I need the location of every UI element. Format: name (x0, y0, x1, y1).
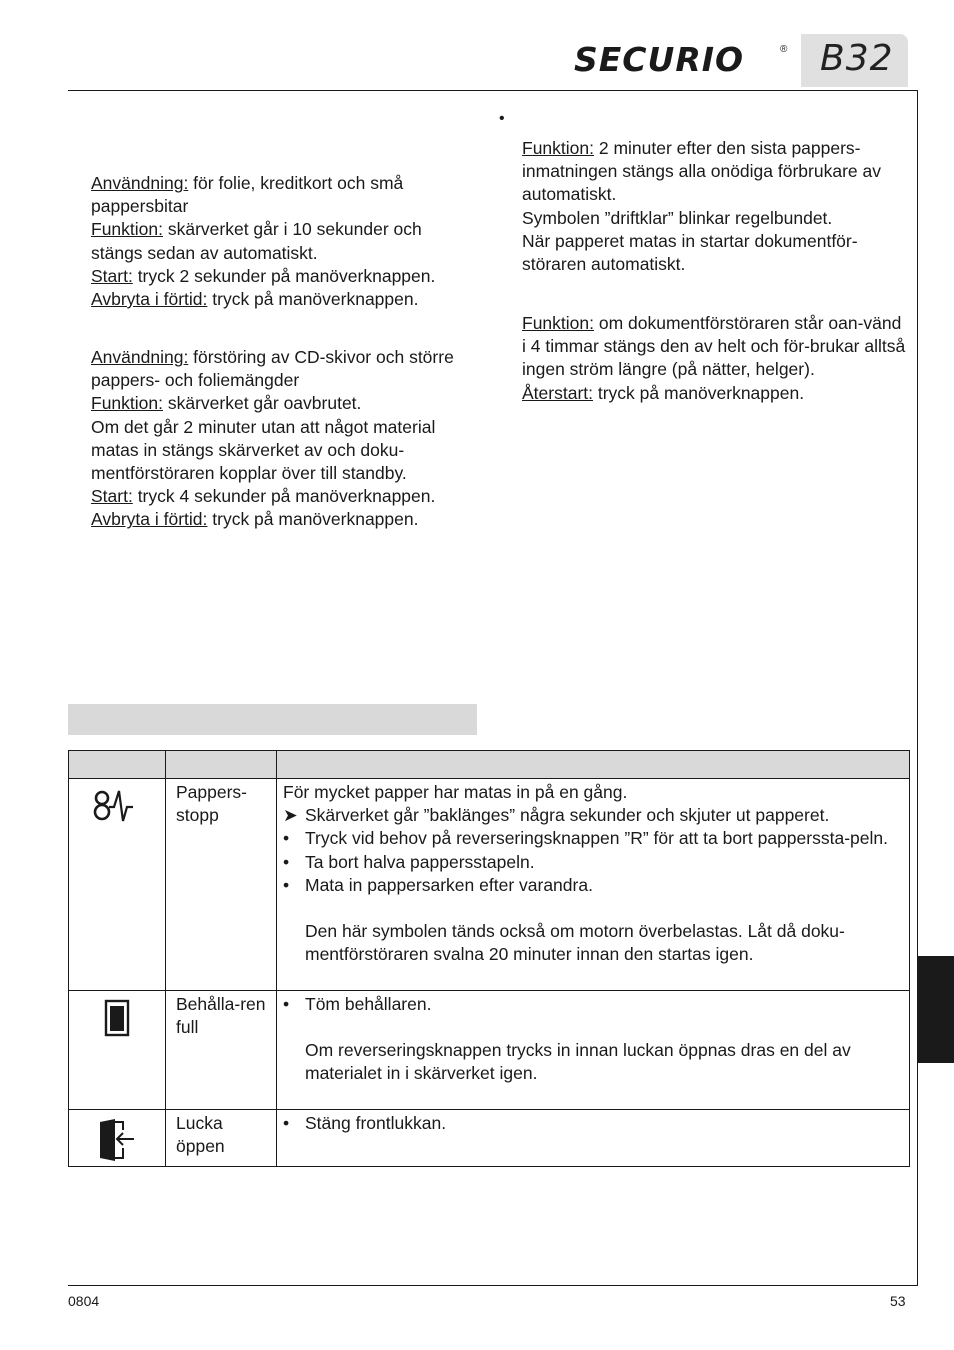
start-label: Start: (91, 265, 133, 286)
header-cell-symbol (69, 751, 166, 779)
list-item: • Tryck vid behov på reverseringsknappen ”R” för att ta bort papperssta-peln. (283, 827, 899, 850)
function-text: om dokumentförstöraren står oan-vänd i 4 timmar stängs den av helt och för-brukar alltså ingen ström längre (på nätter, helger). (522, 313, 906, 380)
function-text: skärverket går oavbrutet. (162, 393, 362, 414)
usage-label: Användning: (91, 347, 189, 367)
abort-text: tryck på manöverknappen. (207, 289, 419, 310)
function-label: Funktion: (522, 138, 594, 158)
status-name: Lucka öppen (166, 1110, 277, 1167)
list-item: • Stäng frontlukkan. (283, 1112, 899, 1135)
start-text: tryck 2 sekunder på manöverknappen. (132, 265, 436, 286)
page-number: 53 (890, 1293, 906, 1309)
status-name: Behålla-ren full (166, 990, 277, 1109)
list-item: • Töm behållaren. (283, 993, 899, 1016)
header-cell-action (277, 751, 910, 779)
mode-block-continuous (91, 346, 476, 532)
table-header-row (69, 751, 910, 779)
bin-full-icon (69, 991, 165, 1037)
usage-label: Användning: (91, 173, 189, 193)
right-rule (917, 90, 918, 1285)
restart-label: Återstart: (522, 382, 593, 403)
section-heading-bar (68, 704, 477, 735)
bullet: • (283, 993, 290, 1014)
model-name: B32 (820, 38, 894, 79)
arrow-icon: ➤ (283, 805, 298, 826)
status-lead: För mycket papper har matas in på en gång. (283, 782, 628, 802)
door-open-icon (69, 1110, 165, 1162)
ready-symbol-text: Symbolen ”driftklar” blinkar regelbundet. (522, 207, 833, 228)
chapter-tab (917, 956, 954, 1063)
brand-logo: SECURIO (574, 40, 745, 79)
action-list (283, 993, 899, 1016)
list-item: • Ta bort halva pappersstapeln. (283, 851, 899, 874)
usage-text: förstöring av CD-skivor och större pappers- och foliemängder (91, 347, 454, 391)
usage-text: för folie, kreditkort och små pappersbitar (91, 173, 404, 217)
paper-jam-icon (69, 779, 165, 825)
top-rule (68, 90, 918, 91)
action-list (283, 804, 899, 897)
abort-label: Avbryta i förtid: (91, 509, 208, 530)
function-text: 2 minuter efter den sista pappers-inmatningen stängs alla onödiga förbrukare av automatiskt. (522, 138, 881, 205)
table-row (69, 1110, 910, 1167)
status-table (68, 750, 910, 1167)
bullet: • (283, 1113, 290, 1134)
registered-mark: ® (780, 44, 788, 55)
function-label: Funktion: (91, 219, 163, 240)
abort-label: Avbryta i förtid: (91, 289, 208, 310)
start-label: Start: (91, 486, 133, 507)
restart-text: tryck på manöverknappen. (593, 382, 805, 403)
mode-block-short (91, 172, 476, 311)
bottom-rule (68, 1285, 918, 1286)
bullet: • (283, 874, 290, 895)
bullet: • (499, 110, 505, 127)
start-text: tryck 4 sekunder på manöverknappen. (132, 486, 436, 507)
auto-off-block (522, 312, 907, 405)
table-row (69, 779, 910, 991)
header-cell-name (166, 751, 277, 779)
auto-start-text: När papperet matas in startar dokumentför-störaren automatiskt. (522, 230, 858, 275)
status-name: Pappers-stopp (166, 779, 277, 991)
energy-save-block (522, 137, 907, 276)
function-label: Funktion: (91, 393, 163, 414)
status-note: Den här symbolen tänds också om motorn överbelastas. Låt då doku-mentförstöraren svalna 20 minuter innan den startas igen. (305, 921, 845, 965)
bullet: • (283, 828, 290, 849)
table-row (69, 990, 910, 1109)
abort-text: tryck på manöverknappen. (207, 509, 419, 530)
list-item: • Mata in pappersarken efter varandra. (283, 874, 899, 897)
list-item: ➤ Skärverket går ”baklänges” några sekunder och skjuter ut papperet. (283, 804, 899, 827)
document-code: 0804 (68, 1293, 100, 1309)
function-text: skärverket går i 10 sekunder och stängs sedan av automatiskt. (91, 219, 422, 263)
status-note: Om reverseringsknappen trycks in innan luckan öppnas dras en del av materialet in i skärverket igen. (305, 1040, 851, 1084)
action-list (283, 1112, 899, 1135)
standby-text: Om det går 2 minuter utan att något material matas in stängs skärverket av och doku-mentförstöraren kopplar över till standby. (91, 416, 436, 484)
function-label: Funktion: (522, 313, 594, 333)
bullet: • (283, 851, 290, 872)
